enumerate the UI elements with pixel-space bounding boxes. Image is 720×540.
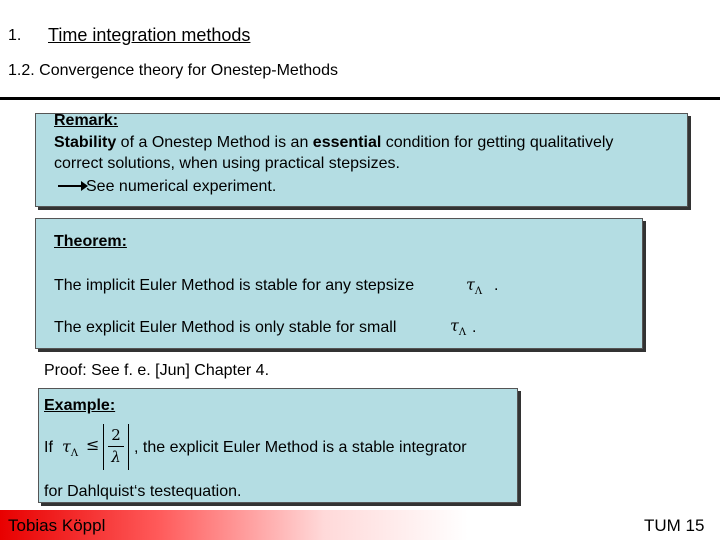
tau-symbol [466,275,482,297]
theorem-line-2: The explicit Euler Method is only stable for small [54,319,397,336]
remark-heading: Remark: [54,112,119,129]
tau-subscript: Λ [474,286,483,298]
example-heading: Example: [44,397,116,414]
remark-stability-word: Stability [54,134,117,151]
section-number: 1. [8,27,22,44]
fraction-denominator: λ [111,448,121,466]
remark-line-1 [54,132,613,153]
footer-author: Tobias Köppl [8,516,106,535]
tau-symbol [62,437,78,459]
leq-symbol: ≤ [86,435,100,454]
period: . [472,319,477,336]
right-arrow-icon [58,185,86,187]
tau-symbol [450,316,466,338]
footer-page-number: TUM 15 [644,516,705,535]
page-title: Time integration methods [48,25,251,45]
fraction-numerator: 2 [111,426,121,444]
example-line-2: for Dahlquist‘s testequation. [44,483,242,500]
remark-line-1b: condition for getting qualitatively [381,134,614,151]
header-divider [0,97,720,100]
remark-essential-word: essential [312,134,382,151]
tau-char: τ [466,275,475,294]
fraction-bar [108,446,124,447]
remark-line-2: correct solutions, when using practical stepsizes. [54,155,400,172]
tau-subscript: Λ [458,327,467,339]
proof-text: Proof: See f. e. [Jun] Chapter 4. [44,362,270,379]
tau-subscript: Λ [70,448,79,460]
tau-char: τ [62,437,71,456]
theorem-line-1: The implicit Euler Method is stable for any stepsize [54,277,415,294]
tau-char: τ [450,316,459,335]
remark-line-3: See numerical experiment. [86,178,277,195]
remark-line-1a: of a Onestep Method is an [116,134,313,151]
period: . [494,277,499,294]
abs-fraction [103,424,129,470]
if-label: If [44,439,53,456]
example-line-1: , the explicit Euler Method is a stable integrator [134,439,467,456]
footer-bar [0,510,720,540]
theorem-heading: Theorem: [54,233,127,250]
page-subtitle: 1.2. Convergence theory for Onestep-Methods [8,62,338,79]
